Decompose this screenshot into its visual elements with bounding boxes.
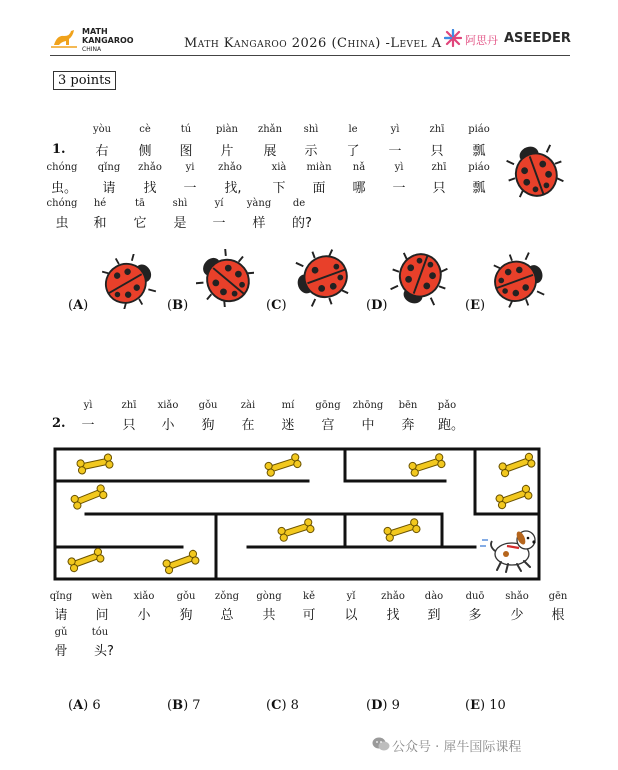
- logo-line-3: CHINA: [82, 46, 102, 53]
- hanzi: 示: [304, 144, 318, 159]
- question-2-number: 2.: [52, 416, 66, 431]
- question-1-number: 1.: [52, 142, 66, 157]
- maze-diagram: [50, 444, 546, 584]
- pinyin: hé: [93, 198, 107, 209]
- pinyin: xiǎo: [133, 591, 155, 602]
- pinyin: tā: [135, 198, 145, 209]
- bone-icon: [67, 547, 105, 572]
- option-letter: C: [271, 698, 282, 713]
- bone-icon: [277, 518, 315, 542]
- hanzi: 样: [252, 216, 266, 231]
- pinyin: zhī: [429, 124, 445, 135]
- q2-option-c[interactable]: (C) 8: [266, 698, 299, 713]
- option-letter: B: [172, 698, 184, 713]
- hanzi: 迷: [281, 418, 295, 433]
- pinyin: zhōng: [352, 400, 384, 411]
- option-value: 6: [92, 698, 101, 713]
- hanzi: 一: [392, 181, 406, 196]
- hanzi: 只: [122, 418, 136, 433]
- ladybug-option-c-icon: [293, 249, 351, 307]
- contest-title: Math Kangaroo 2026 (China) -Level A: [184, 36, 442, 51]
- pinyin: zhǎn: [257, 124, 283, 135]
- header-divider: [50, 55, 570, 56]
- ladybug-option-b-icon: [196, 249, 254, 307]
- option-letter: E: [470, 698, 480, 713]
- hanzi: 瓢: [472, 144, 486, 159]
- pinyin: yàng: [246, 198, 272, 209]
- hanzi: 虫。: [50, 181, 78, 196]
- bone-icon: [498, 452, 536, 477]
- pinyin: dào: [424, 591, 444, 602]
- option-letter: C: [271, 298, 282, 313]
- ladybug-option-a-icon: [100, 254, 158, 309]
- kangaroo-logo-icon: [51, 27, 77, 49]
- option-letter: D: [371, 698, 383, 713]
- logo-line-1: MATH: [82, 27, 108, 36]
- hanzi: 小: [137, 608, 151, 623]
- bone-icon: [383, 518, 421, 542]
- hanzi: 只: [430, 144, 444, 159]
- hanzi: 的?: [292, 216, 312, 231]
- q1-option-d[interactable]: (D): [366, 298, 388, 313]
- option-value: 10: [489, 698, 506, 713]
- hanzi: 多: [468, 608, 482, 623]
- pinyin: piàn: [215, 124, 239, 135]
- hanzi: 虫: [55, 216, 69, 231]
- option-letter: E: [470, 298, 480, 313]
- pinyin: zhī: [431, 162, 447, 173]
- pinyin: yǐ: [346, 591, 356, 602]
- pinyin: kě: [303, 591, 315, 602]
- hanzi: 了: [346, 144, 360, 159]
- pinyin: shì: [172, 198, 188, 209]
- hanzi: 它: [133, 216, 147, 231]
- hanzi: 是: [173, 216, 187, 231]
- option-letter: A: [73, 298, 84, 313]
- hanzi: 头?: [94, 644, 114, 659]
- q2-option-e[interactable]: (E) 10: [465, 698, 506, 713]
- hanzi: 以: [344, 608, 358, 623]
- hanzi: 找: [143, 181, 157, 196]
- pinyin: qǐng: [49, 591, 73, 602]
- hanzi: 瓢: [472, 181, 486, 196]
- pinyin: le: [348, 124, 358, 135]
- hanzi: 面: [312, 181, 326, 196]
- hanzi: 可: [302, 608, 316, 623]
- pinyin: de: [292, 198, 306, 209]
- pinyin: zhī: [121, 400, 137, 411]
- hanzi: 请: [54, 608, 68, 623]
- pinyin: mí: [281, 400, 295, 411]
- option-value: 8: [290, 698, 299, 713]
- pinyin: tóu: [91, 627, 109, 638]
- pinyin: yì: [394, 162, 404, 173]
- pinyin: wèn: [91, 591, 113, 602]
- pinyin: gēn: [548, 591, 568, 602]
- watermark-text: 公众号 · 犀牛国际课程: [392, 740, 522, 755]
- pinyin: nǎ: [352, 162, 366, 173]
- hanzi: 狗: [201, 418, 215, 433]
- pinyin: pǎo: [437, 400, 457, 411]
- hanzi: 跑。: [437, 418, 465, 433]
- q1-option-e[interactable]: (E): [465, 298, 486, 313]
- hanzi: 一: [212, 216, 226, 231]
- sponsor-name-cn: 阿思丹: [465, 34, 498, 47]
- hanzi: 侧: [138, 144, 152, 159]
- option-letter: B: [172, 298, 184, 313]
- hanzi: 一: [81, 418, 95, 433]
- hanzi: 共: [262, 608, 276, 623]
- q1-option-a[interactable]: (A): [68, 298, 89, 313]
- pinyin: shì: [303, 124, 319, 135]
- pinyin: piáo: [468, 124, 490, 135]
- option-letter: D: [371, 298, 383, 313]
- bone-icon: [76, 453, 113, 474]
- pinyin: yí: [214, 198, 224, 209]
- pinyin: yòu: [92, 124, 112, 135]
- hanzi: 图: [179, 144, 193, 159]
- pinyin: gǔ: [54, 627, 68, 638]
- q1-option-c[interactable]: (C): [266, 298, 287, 313]
- hanzi: 到: [427, 608, 441, 623]
- option-value: 9: [391, 698, 400, 713]
- sponsor-name-en: ASEEDER: [504, 31, 571, 46]
- hanzi: 小: [161, 418, 175, 433]
- pinyin: chóng: [46, 198, 78, 209]
- pinyin: gǒu: [176, 591, 196, 602]
- logo-text: [82, 27, 134, 54]
- bone-icon: [70, 484, 108, 510]
- pinyin: miàn: [306, 162, 332, 173]
- hanzi: 哪: [352, 181, 366, 196]
- aseeder-star-icon: [444, 29, 462, 47]
- hanzi: 少: [510, 608, 524, 623]
- pinyin: chóng: [46, 162, 78, 173]
- hanzi: 狗: [179, 608, 193, 623]
- pinyin: xià: [271, 162, 287, 173]
- pinyin: zài: [240, 400, 256, 411]
- hanzi: 一: [183, 181, 197, 196]
- bone-icon: [264, 453, 302, 477]
- pinyin: zhǎo: [138, 162, 162, 173]
- hanzi: 只: [432, 181, 446, 196]
- dog-icon: [480, 530, 536, 572]
- hanzi: 找: [386, 608, 400, 623]
- hanzi: 问: [95, 608, 109, 623]
- pinyin: zhǎo: [218, 162, 242, 173]
- pinyin: piáo: [468, 162, 490, 173]
- pinyin: gōng: [315, 400, 341, 411]
- ladybug-option-e-icon: [490, 252, 548, 308]
- hanzi: 根: [551, 608, 565, 623]
- pinyin: zǒng: [214, 591, 240, 602]
- pinyin: yì: [83, 400, 93, 411]
- hanzi: 奔: [401, 418, 415, 433]
- q1-option-b[interactable]: (B): [167, 298, 189, 313]
- pinyin: tú: [180, 124, 192, 135]
- q2-option-d[interactable]: (D) 9: [366, 698, 400, 713]
- ladybug-option-d-icon: [390, 250, 448, 308]
- hanzi: 右: [95, 144, 109, 159]
- hanzi: 一: [388, 144, 402, 159]
- hanzi: 和: [93, 216, 107, 231]
- pinyin: qǐng: [97, 162, 121, 173]
- hanzi: 展: [263, 144, 277, 159]
- pinyin: gǒu: [198, 400, 218, 411]
- pinyin: yì: [390, 124, 400, 135]
- bone-icon: [408, 453, 446, 477]
- pinyin: shǎo: [505, 591, 529, 602]
- pinyin: yi: [185, 162, 195, 173]
- section-points-label: 3 points: [53, 71, 116, 90]
- hanzi: 在: [241, 418, 255, 433]
- pinyin: bēn: [398, 400, 418, 411]
- pinyin: cè: [139, 124, 151, 135]
- q2-option-b[interactable]: (B) 7: [167, 698, 201, 713]
- bone-icon: [162, 549, 200, 574]
- bone-icon: [495, 484, 533, 509]
- hanzi: 找,: [224, 181, 242, 196]
- hanzi: 中: [361, 418, 375, 433]
- hanzi: 骨: [54, 644, 68, 659]
- q2-option-a[interactable]: (A) 6: [68, 698, 101, 713]
- hanzi: 宫: [321, 418, 335, 433]
- wechat-icon: [372, 736, 390, 752]
- pinyin: duō: [465, 591, 485, 602]
- hanzi: 下: [272, 181, 286, 196]
- hanzi: 总: [220, 608, 234, 623]
- hanzi: 片: [220, 144, 234, 159]
- pinyin: zhǎo: [381, 591, 405, 602]
- hanzi: 请: [102, 181, 116, 196]
- option-value: 7: [192, 698, 201, 713]
- pinyin: gòng: [256, 591, 282, 602]
- logo-line-2: KANGAROO: [82, 36, 134, 45]
- pinyin: xiǎo: [157, 400, 179, 411]
- option-letter: A: [73, 698, 84, 713]
- reference-ladybug-icon: [506, 142, 564, 200]
